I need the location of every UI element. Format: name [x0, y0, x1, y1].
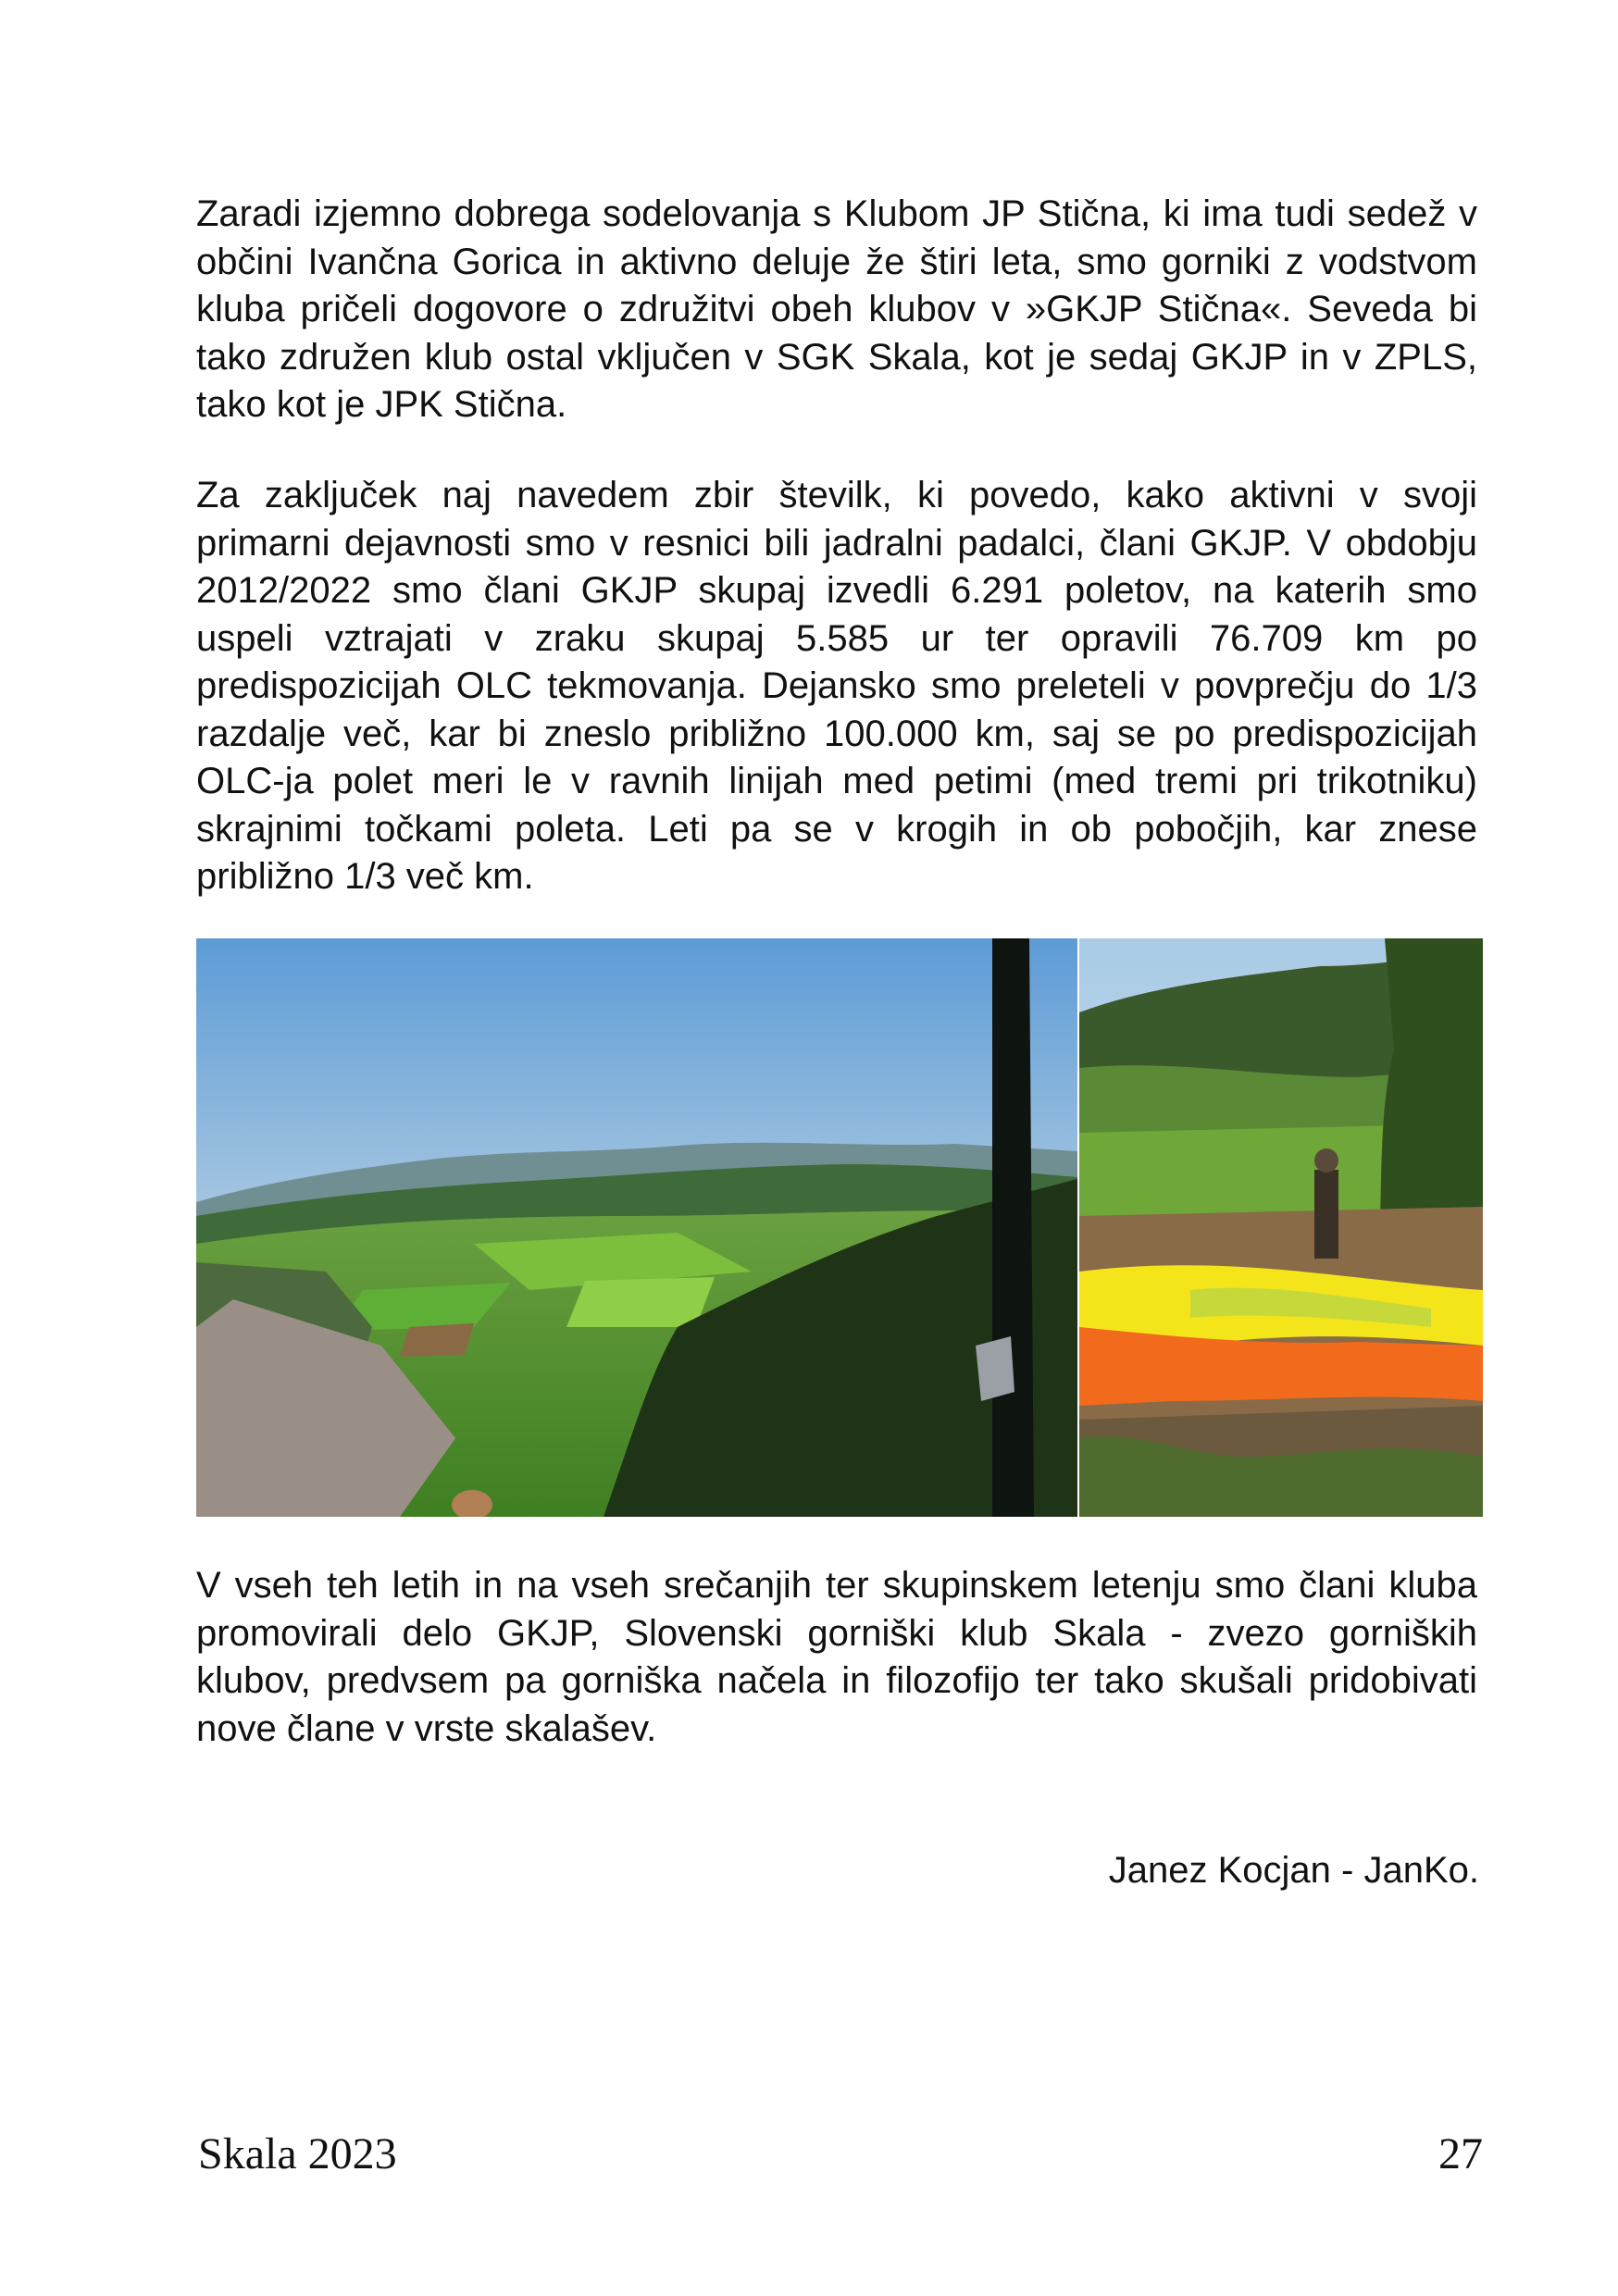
launch-site-image — [1079, 938, 1483, 1517]
text-line: tako kot je JPK Stična. — [196, 384, 567, 425]
text-line: Za zaključek naj navedem zbir številk, ki povedo, kako aktivni v svoji — [196, 475, 1477, 515]
text-line: skrajnimi točkami poleta. Leti pa se v krogih in ob pobočjih, kar znese — [196, 808, 1477, 850]
text-line: tako združen klub ostal vključen v SGK Skala, kot je sedaj GKJP in v ZPLS, — [196, 336, 1477, 378]
text-line: primarni dejavnosti smo v resnici bili jadralni padalci, člani GKJP. V obdobju — [196, 522, 1477, 564]
text-line: razdalje več, kar bi zneslo približno 100.000 km, saj se po predispozicijah — [196, 713, 1477, 754]
text-line: približno 1/3 več km. — [196, 856, 534, 897]
text-line: V vseh teh letih in na vseh srečanjih ter skupinskem letenju smo člani kluba — [196, 1565, 1477, 1606]
text-line: nove člane v vrste skalašev. — [196, 1707, 657, 1749]
text-line: 2012/2022 smo člani GKJP skupaj izvedli 6.291 poletov, na katerih smo — [196, 570, 1477, 611]
text-line: uspeli vztrajati v zraku skupaj 5.585 ur ter opravili 76.709 km po — [196, 617, 1477, 659]
text-line: občini Ivančna Gorica in aktivno deluje že štiri leta, smo gorniki z vodstvom — [196, 241, 1477, 282]
paragraph-3 — [196, 1562, 1477, 1753]
text-line: klubov, predvsem pa gorniška načela in filozofijo ter tako skušali pridobivati — [196, 1660, 1477, 1701]
footer-publication-title: Skala 2023 — [198, 2129, 397, 2178]
paragraph-1 — [196, 191, 1477, 429]
text-line: kluba pričeli dogovore o združitvi obeh klubov v »GKJP Stična«. Seveda bi — [196, 289, 1477, 329]
text-line: promovirali delo GKJP, Slovenski gorniški klub Skala - zvezo gorniških — [196, 1612, 1477, 1654]
aerial-valley-image — [196, 938, 1077, 1517]
author-signature: Janez Kocjan - JanKo. — [1108, 1850, 1479, 1891]
photo-aerial-valley — [196, 938, 1077, 1517]
footer-page-number: 27 — [1438, 2129, 1483, 2178]
photo-launch-site — [1079, 938, 1483, 1517]
text-line: OLC-ja polet meri le v ravnih linijah med petimi (med tremi pri trikotniku) — [196, 761, 1477, 801]
text-line: Zaradi izjemno dobrega sodelovanja s Klubom JP Stična, ki ima tudi sedež v — [196, 193, 1477, 234]
paragraph-2 — [196, 472, 1477, 901]
text-line: predispozicijah OLC tekmovanja. Dejansko smo preleteli v povprečju do 1/3 — [196, 665, 1477, 706]
